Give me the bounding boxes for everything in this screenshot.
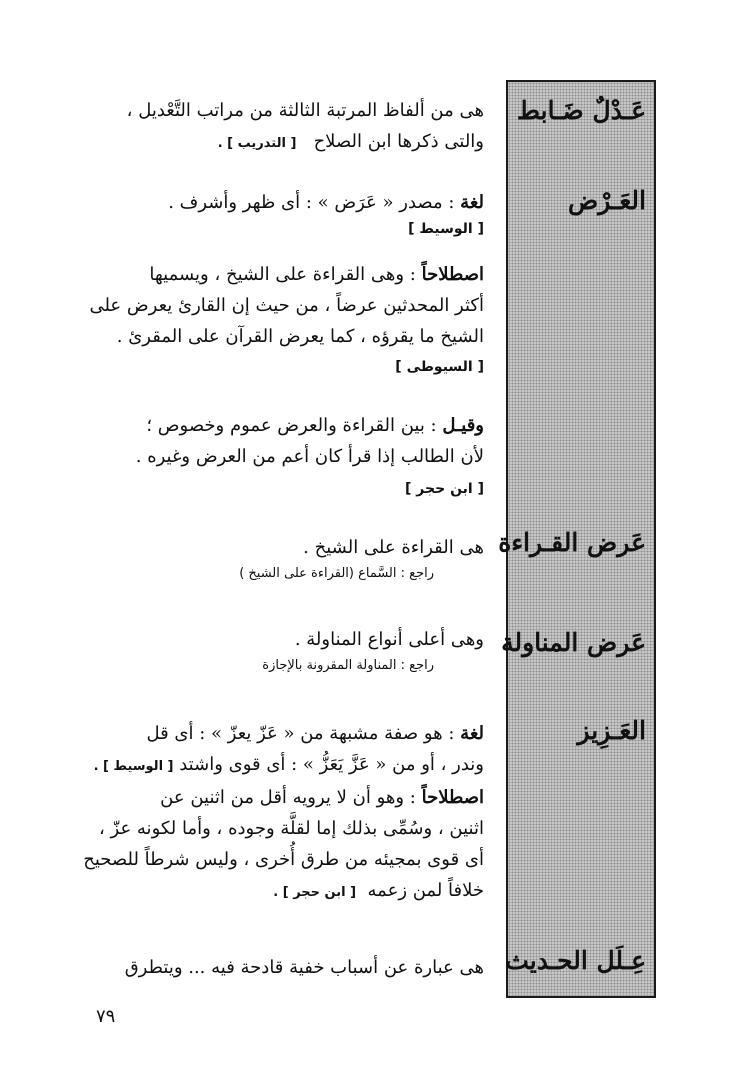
entry-text: وندر ، أو من « عَزَّ يَعَزُّ » : أى قوى واشتد (179, 754, 484, 775)
entry-text: والتى ذكرها ابن الصلاح (313, 131, 484, 152)
entry-line: لأن الطالب إذا قرأ كان أعم من العرض وغيره . (135, 446, 484, 467)
entry-line: الشيخ ما يقرؤه ، كما يعرض القرآن على المقرئ . (116, 326, 484, 347)
entry-line: وهى أعلى أنواع المناولة . (294, 629, 484, 650)
see-also-reference: راجع : السَّماع (القراءة على الشيخ ) (239, 566, 434, 581)
entry-line: هى من ألفاظ المرتبة الثالثة من مراتب التَّعْديل ، (126, 100, 484, 121)
entry-text: : بين القراءة والعرض عموم وخصوص ؛ (146, 415, 437, 436)
term-adl-dabit: عَـدْلٌ ضَـابط (516, 96, 646, 125)
entry-line (82, 410, 484, 441)
entry-line (82, 126, 484, 159)
entry-text: خلافاً لمن زعمه (367, 880, 484, 901)
entry-line (82, 718, 484, 749)
entry-line (82, 259, 484, 290)
term-ilal-hadith: عِـلَل الحـديث (505, 946, 646, 975)
entry-text: : وهى القراءة على الشيخ ، ويسميها (149, 264, 416, 285)
term-aziz: العَـزِيز (577, 716, 646, 745)
istilah-label: اصطلاحاً (421, 787, 484, 808)
term-ard: العَـرْض (568, 186, 646, 215)
terms-sidebar (498, 80, 656, 998)
source-citation: [ الوسيط ] (408, 221, 484, 237)
source-citation: [ السيوطى ] (395, 359, 484, 375)
source-citation: [ التدريب ] . (217, 136, 297, 151)
term-ard-munawala: عَرض المناولة (501, 628, 646, 657)
entry-text: : وهو أن لا يرويه أقل من اثنين عن (160, 787, 416, 808)
entry-line (82, 875, 484, 908)
see-also-reference: راجع : المناولة المقرونة بالإجازة (262, 658, 434, 673)
entry-line: أى قوى بمجيئه من طرق أُخرى ، وليس شرطاً للصحيح (83, 849, 484, 870)
entry-line (82, 187, 484, 218)
entry-line: هى القراءة على الشيخ . (303, 537, 484, 558)
entry-line: هى عبارة عن أسباب خفية قادحة فيه ... ويتطرق (124, 957, 484, 978)
entry-ard-qeel (82, 410, 484, 500)
entry-adl-dabit (82, 95, 484, 159)
lugha-label: لغة (460, 192, 484, 213)
source-citation: [ ابن حجر ] . (273, 885, 357, 900)
entry-line (82, 749, 484, 782)
entry-line (82, 782, 484, 813)
entry-line: اثنين ، وسُمِّى بذلك إما لقلَّة وجوده ، وأما لكونه عزّ ، (98, 818, 484, 839)
page-number: ٧٩ (96, 1006, 116, 1027)
entry-text: : هو صفة مشبهة من « عَزّ يعزّ » : أى قل (146, 723, 455, 744)
term-ard-qiraa: عَرض القـراءة (498, 528, 646, 557)
entry-ard-qiraa (82, 532, 484, 585)
entry-line: أكثر المحدثين عرضاً ، من حيث إن القارئ يعرض على (89, 295, 484, 316)
source-citation: [ الوسيط ] . (93, 759, 174, 774)
istilah-label: اصطلاحاً (421, 264, 484, 285)
entry-text: : مصدر « عَرَض » : أى ظهر وأشرف . (168, 192, 455, 213)
source-citation: [ ابن حجر ] (405, 481, 484, 497)
lugha-label: لغة (460, 723, 484, 744)
entry-ard (82, 187, 484, 240)
qeel-label: وقيـل (442, 415, 484, 436)
entry-ard-munawala (82, 624, 484, 677)
entry-aziz (82, 718, 484, 908)
entry-ard-istilah (82, 259, 484, 378)
entry-ilal-hadith (82, 952, 484, 983)
